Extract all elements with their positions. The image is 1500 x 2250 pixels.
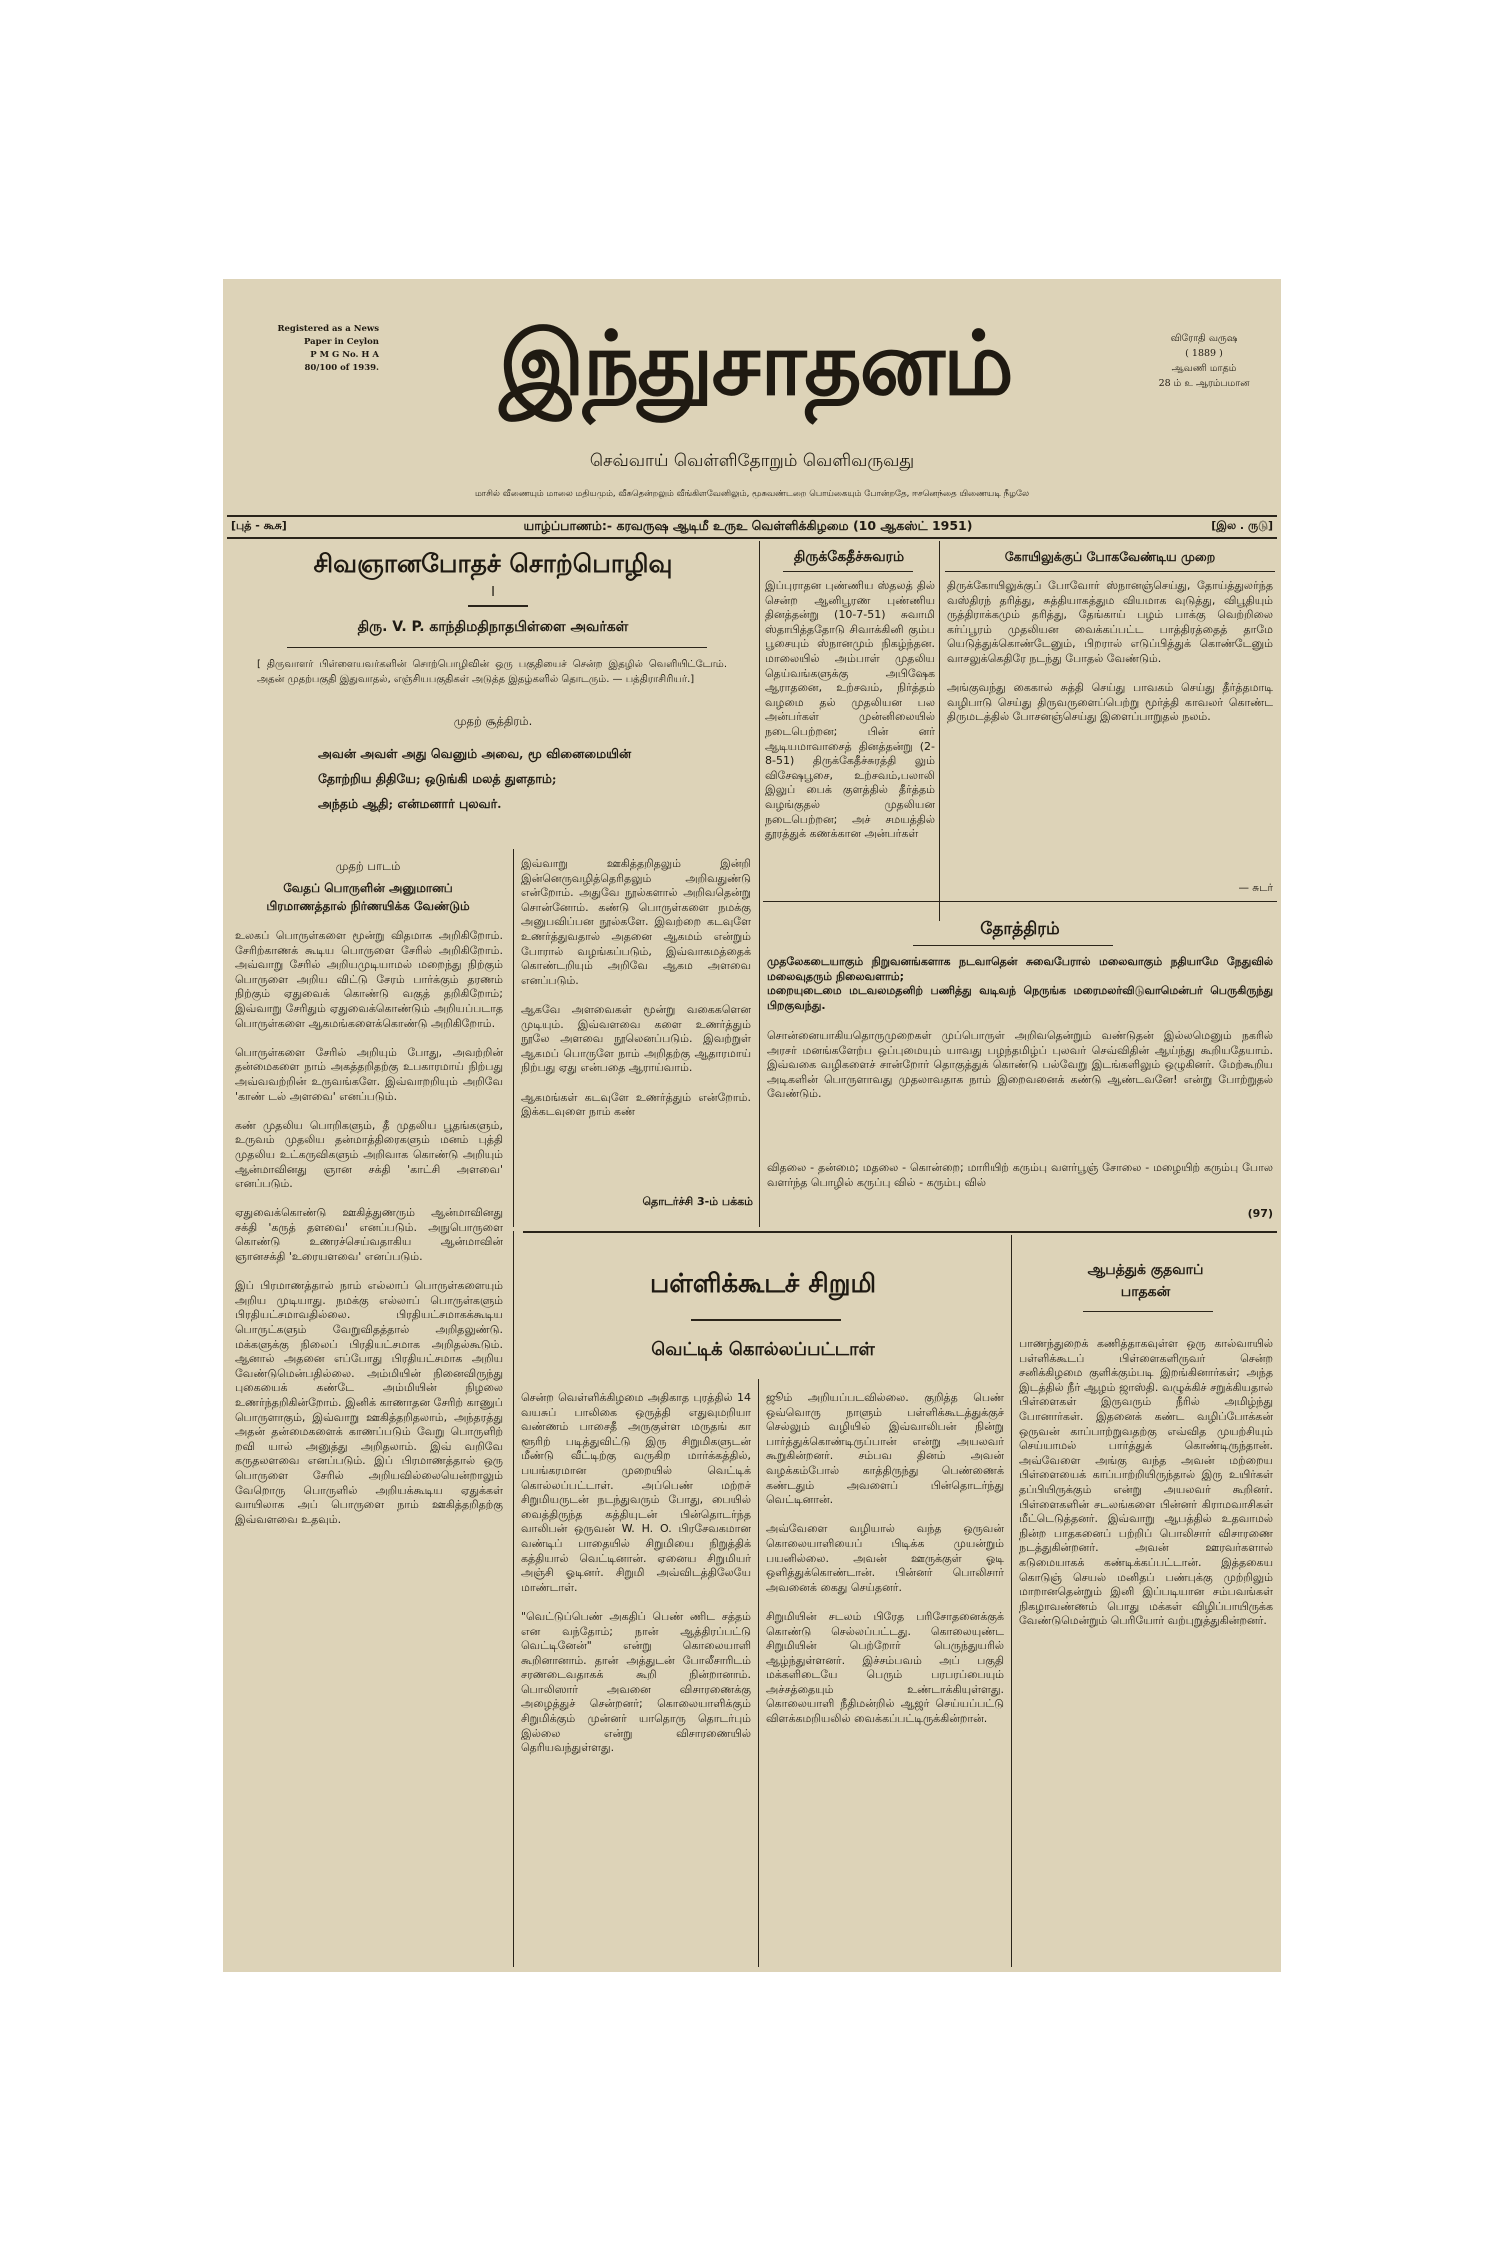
article-byline: திரு. V. P. காந்திமதிநாதபிள்ளை அவர்கள் — [357, 619, 629, 635]
article-title-hymn: தோத்திரம் — [980, 919, 1060, 939]
article-rule-upper-right — [763, 901, 1277, 902]
article-title-sivagnanabotham: சிவஞானபோதச் சொற்பொழிவு — [313, 549, 673, 578]
article5-subtitle: வெட்டிக் கொல்லப்பட்டாள் — [651, 1339, 875, 1360]
article5-underline — [691, 1319, 841, 1321]
article-title-callous-bystander: ஆபத்துக் குதவாப் பாதகன் — [1087, 1262, 1204, 1300]
byline-rule — [287, 647, 707, 648]
column-rule-4 — [513, 1231, 514, 1967]
article5-column-1: சென்ற வெள்ளிக்கிழமை அதிகாத புரத்தில் 14 வயசுப் பாலிகை ஒருத்தி எதுவுமறியா வண்ணம் பாசைதீ அருகுள்ள மருதங் கா ளூரிற் படித்துவிட்டு இரு சிறுமிகளுடன் மீண்டு வீட்டிற்கு வருகிற மார்க்கத்தில், பயங்கரமான முறையில் வெட்டிக் கொல்லப்பட்டாள். அப்பெண் மற்றச் சிறுமியருடன் நடந்துவரும் போது, பையில் வைத்திருந்த கத்தியுடன் பின்தொடர்ந்த வாலிபன் ஒருவன் W. H. O. பிரசேவகமான வண்டிப் பாதையில் சிறுமியை நிறுத்திக் கத்தியால் வெட்டினான். ஏனைய சிறுமியர் அஞ்சி ஓடினர். சிறுமி அவ்விடத்திலேயே மாண்டாள். "வெட்டுப்பெண் அகதிப் பெண் ணிட சத்தம் என வந்தோம்; நான் ஆத்திரப்பட்டு வெட்டினேன்" என்று கொலையாளி கூறினானாம். தான் அத்துடன் போலீசாரிடம் சரணடைவதாகக் கூறி நின்றானாம். பொலிஸார் அவனை விசாரணைக்கு அழைத்துச் சென்றனர்; கொலையாளிக்கும் சிறுமிக்கும் முன்னர் யாதொரு தொடர்பும் இல்லை என்று விசாரணையில் தெரியவந்துள்ளது. — [521, 1391, 751, 1755]
hymn-commentary: சொன்னையாகியதொருமுறைகள் முப்பொருள் அறிவதென்றும் வண்டுதன் இல்லமெனும் நகரில் அரசர் மனங்களேற்ப ஒப்புமையும் யாவது பழந்தமிழ்ப் புலவர் செவ்விதின் ஆய்ந்து கூறியதேயாம். இவ்வகை வழிகளைச் சான்றோர் தொகுத்துக் கொண்டு பல்வேறு இடங்களிலும் ஒழுகினர். மேற்கூறிய அடிகளின் பொருளாவது முதலாவதாக நாம் இறைவனைக் கண்டு ஆண்டவனே! என்று போற்றுதல் வேண்டும். — [767, 1029, 1273, 1101]
article6-body: பாணந்துறைக் கணித்தாகவுள்ள ஒரு கால்வாயில் பள்ளிக்கூடப் பிள்ளைகளிருவர் சென்ற சனிக்கிழமை குளிக்கும்படி இறங்கினார்கள்; அந்த இடத்தில் நீர் ஆழம் ஜாஸ்தி. வழுக்கிச் சறுக்கியதால் பிள்ளைகள் இருவரும் நீரில் அமிழ்ந்து போனார்கள். இதனைக் கண்ட வழிப்போக்கன் ஒருவன் காப்பாற்றுவதற்கு எவ்வித முயற்சியும் செய்யாமல் பார்த்துக் கொண்டிருந்தான். அவ்வேளை அங்கு வந்த அவன் மற்றைய பிள்ளையைக் காப்பாற்றியிருந்தால் இரு உயிர்கள் தப்பியிருக்கும் என்று அயலவர் கூறினர். பிள்ளைகளின் சடலங்களை பின்னர் கிராமவாசிகள் மீட்டெடுத்தனர். இவ்வாறு ஆபத்தில் உதவாமல் நின்ற பாதகனைப் பற்றிப் பொலிசார் விசாரணை நடத்துகின்றனர். அவன் ஊரவர்களால் கடுமையாகக் கண்டிக்கப்பட்டான். இத்தகைய கொடுஞ் செயல் மனிதப் பண்புக்கு முற்றிலும் மாறானதென்றும் இனி இப்படியான சம்பவங்கள் நிகழாவண்ணம் பொது மக்கள் விழிப்பாயிருக்க வேண்டுமென்றும் பெரியோர் வற்புறுத்துகின்றனர். — [1019, 1337, 1273, 1628]
article-column-2: இவ்வாறு ஊகித்தறிதலும் இன்றி இன்னெருவழித்தெரிதலும் அறிவதுண்டு என்றோம். அதுவே நூல்களால் அறிவதென்று சொன்னோம். கண்டு பொருள்களை நமக்கு அனுபவிப்பன நூல்களே. இவற்றை கடவுளே உணர்த்துவதால் அதனை ஆகமம் என்றும் போரால் வழங்கப்படும், இவ்வாகமத்தைக் கொண்டறியும் அறிவே ஆகம அளவை எனப்படும். ஆகவே அளவைகள் மூன்று வகைகளென முடியும். இவ்வளவை களை உணர்த்தும் நூலே அளவை நூலெனப்படும். இவற்றுள் ஆகமப் பொருளே நாம் அறிதற்கு ஆதாரமாய் நிற்பது ஏது என்பதை ஆராய்வாம். ஆகமங்கள் கடவுளே உணர்த்தும் என்றோம். இக்கடவுளை நாம் கண் — [521, 857, 751, 1119]
article3-signature: — சுடர் — [1238, 882, 1273, 894]
column-rule-5 — [758, 1379, 759, 1967]
hymn-glossary: விதலை - தன்மை; மதலை - கொன்றை; மாரியிற் கரும்பு வளர்பூஞ் சோலை - மழையிற் கரும்பு போல வளர்ந்த பொழில் கருப்பு வில் - கரும்பு வில் — [767, 1161, 1273, 1189]
dateline: யாழ்ப்பாணம்:- கரவருஷ ஆடிமீ உருஉ வெள்ளிக்கிழமை (10 ஆகஸ்ட் 1951) — [523, 518, 973, 533]
section-rule-middle — [523, 1231, 1277, 1233]
registration-note: Registered as a News Paper in Ceylon P M G No. H A 80/100 of 1939. — [277, 324, 379, 373]
article-column-1: உலகப் பொருள்களை மூன்று விதமாக அறிகிறோம். சேரிற்காணக் கூடிய பொருளை சேரில் அறிகிறோம். அவ்வாறு சேரில் அறியமுடியாமல் மறைந்து நிற்கும் பொருளை அறிய விட்டு சேரம் பார்க்கும் தரணம் நிற்கும் ஏதுவைக் கொண்டு வகுத் தறிகிறோம்; இவ்வாறு சேரிதும் ஏதுவைக்கொண்டும் அறியப்படாத பொருள்களை ஆகமங்களைக்கொண்டு அறிகிறோம். பொருள்களை சேரில் அறியும் போது, அவற்றின் தன்மைகளை நாம் அகத்தறிதற்கு உபகாரமாய் நிற்பது அவ்வவற்றின் உருவங்களே. இவ்வாறறியும் அறிவே 'காண் டல் அளவை' எனப்படும். கண் முதலிய பொறிகளும், தீ முதலிய பூதங்களும், உருவம் முதலிய தன்மாத்திரைகளும் மனம் புத்தி முதலிய உட்கருவிகளும் அறிவாக கொண்டு அறியும் ஆன்மாவினது ஞான சக்தி 'காட்சி அளவை' எனப்படும். ஏதுவைக்கொண்டு ஊகித்துணரும் ஆன்மாவினது சக்தி 'கருத் தளவை' எனப்படும். அநுபொருளை கொண்டு உணரச்செய்வதாகிய ஆன்மாவின் ஞானசக்தி 'உரையளவை' எனப்படும். இப் பிரமாணத்தால் நாம் எல்லாப் பொருள்களையும் அறிய முடியாது. நமக்கு எல்லாப் பொருள்களும் பிரதியட்சமாவதில்லை. பிரதியட்சமாகக்கூடிய பொருட்களும் வேறுவிதத்தால் அறிதலுண்டு. மக்களுக்கு நிலைப் பிரதியட்சமாக அறிதல்கூடும். ஆனால் அதனை எப்போது பிரதியட்சமாக அறிய வேண்டுமென்பதில்லை. அம்மியின் நினைவிருந்து புகையைக் கண்டே அம்மியின் நிழலை உணர்ந்தறிகின்றோம். இனிக் காணாதன சேரிற் காணுப் பொருளாகும், இவ்வாறு ஊகித்தறிதலாம், அந்தரத்து அதன் தன்மைகளைக் காணப்படும் வேறு பொருளிற் றவி யால் அனுத்து அறிதலாம். இவ் வறிவே கருதலளவை எனப்படும். இப் பிரமாணத்தால் ஒரு பொருளை சேரில் அறியவில்லையென்றாலும் வேறொரு பொருளில் அறியக்கூடிய ஏதுக்கள் வாயிலாக அப் பொருளை நாம் ஊகித்தறிதற்கு இவ்வளவை உதவும். — [235, 929, 503, 1526]
dateline-rule-bottom — [227, 537, 1277, 539]
publication-schedule: செவ்வாய் வெள்ளிதோறும் வெளிவருவது — [589, 451, 915, 471]
column-rule-1 — [759, 541, 760, 1227]
hymn-number: (97) — [1247, 1207, 1273, 1220]
issue-number: [இல . ருடு] — [1211, 519, 1273, 532]
article2-underline — [783, 571, 913, 572]
article-part-number: I — [491, 585, 495, 600]
sutra-heading: முதற் சூத்திரம். — [453, 714, 533, 728]
article6-underline — [1083, 1311, 1213, 1312]
continuation-note: தொடர்ச்சி 3-ம் பக்கம் — [642, 1195, 753, 1208]
article5-column-2: ஜூம் அறியப்படவில்லை. குறித்த பெண் ஒவ்வொரு நாளும் பள்ளிக்கூடத்துக்குச் செல்லும் வழியில் இவ்வாலிபன் நின்று பார்த்துக்கொண்டிருப்பான் என்று அயலவர் கூறுகின்றனர். சம்பவ தினம் அவன் வழக்கம்போல் காத்திருந்து பெண்ணைக் கண்டதும் அவளைப் பின்தொடர்ந்து வெட்டினான். அவ்வேளை வழியால் வந்த ஒருவன் கொலையாளியைப் பிடிக்க முயன்றும் பயனில்லை. அவன் ஊருக்குள் ஓடி ஒளித்துக்கொண்டான். பின்னர் பொலிசார் அவனைக் கைது செய்தனர். சிறுமியின் சடலம் பிரேத பரிசோதனைக்குக் கொண்டு செல்லப்பட்டது. கொலையுண்ட சிறுமியின் பெற்றோர் பெருந்துயரில் ஆழ்ந்துள்ளனர். இச்சம்பவம் அப் பகுதி மக்களிடையே பெரும் பரபரப்பையும் அச்சத்தையும் உண்டாக்கியுள்ளது. கொலையாளி நீதிமன்றில் ஆஜர் செய்யப்பட்டு விளக்கமறியலில் வைக்கப்பட்டிருக்கின்றான். — [766, 1391, 1004, 1726]
newspaper-title: இந்துசாதனம் — [499, 311, 1012, 415]
article4-underline — [913, 945, 1113, 946]
sutra-verse: அவன் அவள் அது வெனும் அவை, மூ வினைமையின் தோற்றிய திதியே; ஒடுங்கி மலத் துளதாம்; அந்தம் ஆதி; என்மனார் புலவர். — [318, 746, 632, 811]
founded-note: விரோதி வருஷ ( 1889 ) ஆவணி மாதம் 28 ம் உ ஆரம்பமான — [1158, 333, 1250, 389]
article-title-schoolgirl: பள்ளிக்கூடச் சிறுமி — [649, 1269, 877, 1299]
dateline-rule-top — [227, 515, 1277, 517]
masthead-motto: மாசில் வீணையும் மாலை மதியமும், வீசுதென்றலும் வீங்கிளவேனிலும், மூசுவண்டறை பொய்கையும் போன்றதே, ஈசனெந்தை யிணையடி நீழலே — [474, 489, 1030, 499]
newspaper-page — [223, 279, 1281, 1972]
lesson-heading: முதற் பாடம் — [335, 859, 401, 873]
hymn-verse: முதலேகடையாகும் நிறுவனங்களாக நடவாதென் சுவைபேரால் மலைவாகும் நதியாமே நேதுவில் மலைவுதரும் நிலைவளாம்; மறையுடைமை மடவலமதனிற் பணித்து வடிவந் நெருங்க மரைமலர்விடுவாமென்பர் பெருகிருந்து பிறகுவந்து. — [767, 955, 1273, 1012]
article-title-thirukketheeswaram: திருக்கேதீச்சுவரம் — [793, 549, 905, 565]
editor-note: [ திருவாளர் பிள்ளையவர்களின் சொற்பொழிவின் ஒரு பகுதியைச் சென்ற இதழில் வெளியிட்டோம். அதன் முதற்பகுதி இதுவாதல், எஞ்சியபகுதிகள் அடுத்த இதழ்களில் தொடரும். — பத்திராசிரியர்.] — [257, 659, 727, 685]
article3-body: திருக்கோயிலுக்குப் போவோர் ஸ்நானஞ்செய்து, தோய்த்துலர்ந்த வஸ்திரந் தரித்து, சுத்தியாகத்தும வியமாக வுடுத்து, விபூதியும் ருத்திராக்கமும் தரித்து, தேங்காய் பழம் பாக்கு வெற்றிலை கர்ப்பூரம் முதலியன வைக்கப்பட்ட பாத்திரத்தைத் தாமே யெடுத்துக்கொண்டேனும், பிறரால் எடுப்பித்துக் கொண்டேனும் வாசலுக்கெதிரே நடந்து போதல் வேண்டும். அங்குவந்து கைகால் சுத்தி செய்து பாவகம் செய்து தீர்த்தமாடி வழிபாடு செய்து திருவருளைப்பெற்று மூர்த்தி காவலர் கொண்ட திருமடத்தில் போசனஞ்செய்து இளைப்பாறுதல் நலம். — [947, 579, 1273, 724]
lesson-subheading: வேதப் பொருளின் அனுமானப் பிரமாணத்தால் நிர்ணயிக்க வேண்டும் — [266, 881, 470, 913]
column-rule-3 — [513, 849, 514, 1227]
column-rule-6 — [1011, 1235, 1012, 1967]
article3-underline — [945, 571, 1275, 572]
title-underline — [468, 605, 528, 607]
column-rule-2 — [939, 541, 940, 921]
volume-number: [புத் - கூசு] — [231, 519, 287, 532]
article2-body: இப்புராதன புண்ணிய ஸ்தலத் தில் சென்ற ஆனிபூரண புண்ணிய தினத்தன்று (10-7-51) சுவாமி ஸ்தாபித்ததோடு சிவாக்கினி கும்ப பூசையும் ஸ்நானமும் நிகழ்ந்தன. மாலையில் அம்பாள் முதலிய தெய்வங்களுக்கு அபிஷேக ஆராதனை, உற்சவம், நிர்த்தம் வழமை தல் முதலியன பல அன்பர்கள் முன்னிலையில் நடைபெற்றன; பின் னர் ஆடியமாவாசைத் தினத்தன்று (2-8-51) திருக்கேதீச்சுரத்தி லும் விசேஷபூசை, உற்சவம்,பலாலி இலுப் பைக் குளத்தில் தீர்த்தம் வழங்குதல் முதலியன நடைபெற்றன; அச் சமயத்தில் தூரத்துக் கணக்கான அன்பர்கள் — [765, 579, 935, 841]
article-title-temple-conduct: கோயிலுக்குப் போகவேண்டிய முறை — [1004, 549, 1216, 564]
